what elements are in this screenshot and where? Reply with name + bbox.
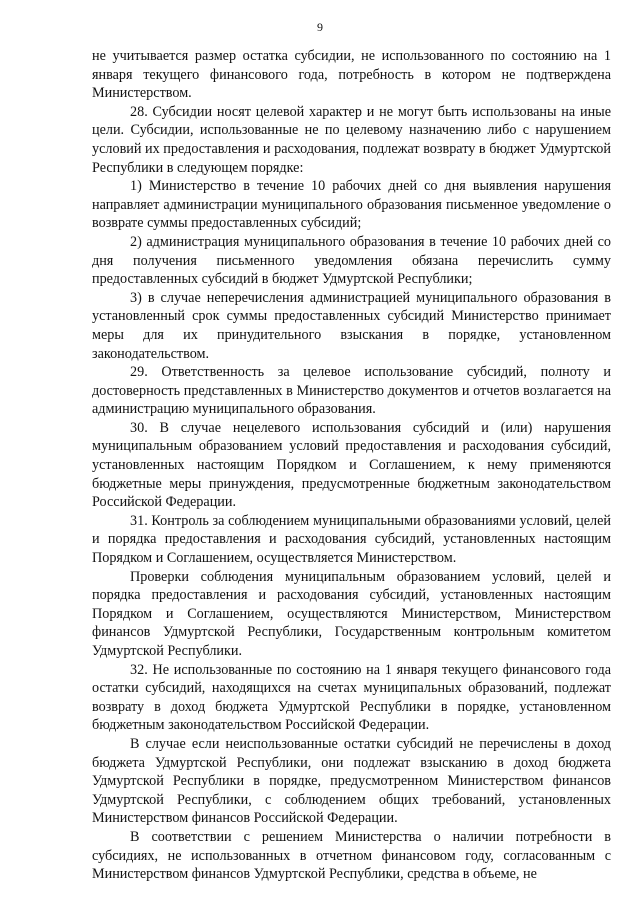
list-item-1: 1) Министерство в течение 10 рабочих дней со дня выявления нарушения направляет администрации муниципального образования письменное уведомление о возврате суммы предоставленных субсидий; xyxy=(92,178,611,232)
paragraph-unreturned-balances: В случае если неиспользованные остатки субсидий не перечислены в доход бюджета Удмуртской Республики, они подлежат взысканию в доход бюджета Удмуртской Республики в порядке, предусмотренном Министерством финансов Удмуртской Республики, с соблюдением общих требований, установленных Министерством финансов Российской Федерации. xyxy=(92,735,611,827)
paragraph-31: 31. Контроль за соблюдением муниципальными образованиями условий, целей и порядка предоставления и расходования субсидий, установленных настоящим Порядком и Соглашением, осуществляется Министерством. xyxy=(92,512,611,567)
list-item-3: 3) в случае неперечисления администрацией муниципального образования в установленный срок суммы предоставленных субсидий Министерство принимает меры для их принудительного взыскания в порядке, установленном законодательством. xyxy=(92,289,611,362)
list-item-2: 2) администрация муниципального образования в течение 10 рабочих дней со дня получения письменного уведомления обязана перечислить сумму предоставленных субсидий в бюджет Удмуртской Республики; xyxy=(92,233,611,288)
paragraph-ministry-decision: В соответствии с решением Министерства о наличии потребности в субсидиях, не использованных в отчетном финансовом году, согласованным с Министерством финансов Удмуртской Республики, средства в объеме, не xyxy=(92,828,611,883)
document-body xyxy=(92,47,611,884)
paragraph-28: 28. Субсидии носят целевой характер и не могут быть использованы на иные цели. Субсидии, использованные не по целевому назначению либо с нарушением условий их предоставления и расходования, подлежат возврату в бюджет Удмуртской Республики в следующем порядке: xyxy=(92,103,611,176)
paragraph-continuation: не учитывается размер остатка субсидии, не использованного по состоянию на 1 января текущего финансового года, потребность в котором не подтверждена Министерством. xyxy=(92,48,611,102)
paragraph-30: 30. В случае нецелевого использования субсидий и (или) нарушения муниципальным образованием условий предоставления и расходования субсидий, установленных настоящим Порядком и Соглашением, к нему применяются бюджетные меры принуждения, предусмотренные бюджетным законодательством Российской Федерации. xyxy=(92,419,611,511)
page-number: 9 xyxy=(317,20,323,34)
paragraph-32: 32. Не использованные по состоянию на 1 января текущего финансового года остатки субсидий, находящихся на счетах муниципальных образований, подлежат возврату в доход бюджета Удмуртской Республики в порядке, установленном бюджетным законодательством Российской Федерации. xyxy=(92,661,611,734)
paragraph-inspections: Проверки соблюдения муниципальным образованием условий, целей и порядка предоставления и расходования субсидий, установленных настоящим Порядком и Соглашением, осуществляются Министерством, Министерством финансов Удмуртской Республики, Государственным контрольным комитетом Удмуртской Республики. xyxy=(92,568,611,659)
paragraph-29: 29. Ответственность за целевое использование субсидий, полноту и достоверность представленных в Министерство документов и отчетов возлагается на администрацию муниципального образования. xyxy=(92,364,611,418)
